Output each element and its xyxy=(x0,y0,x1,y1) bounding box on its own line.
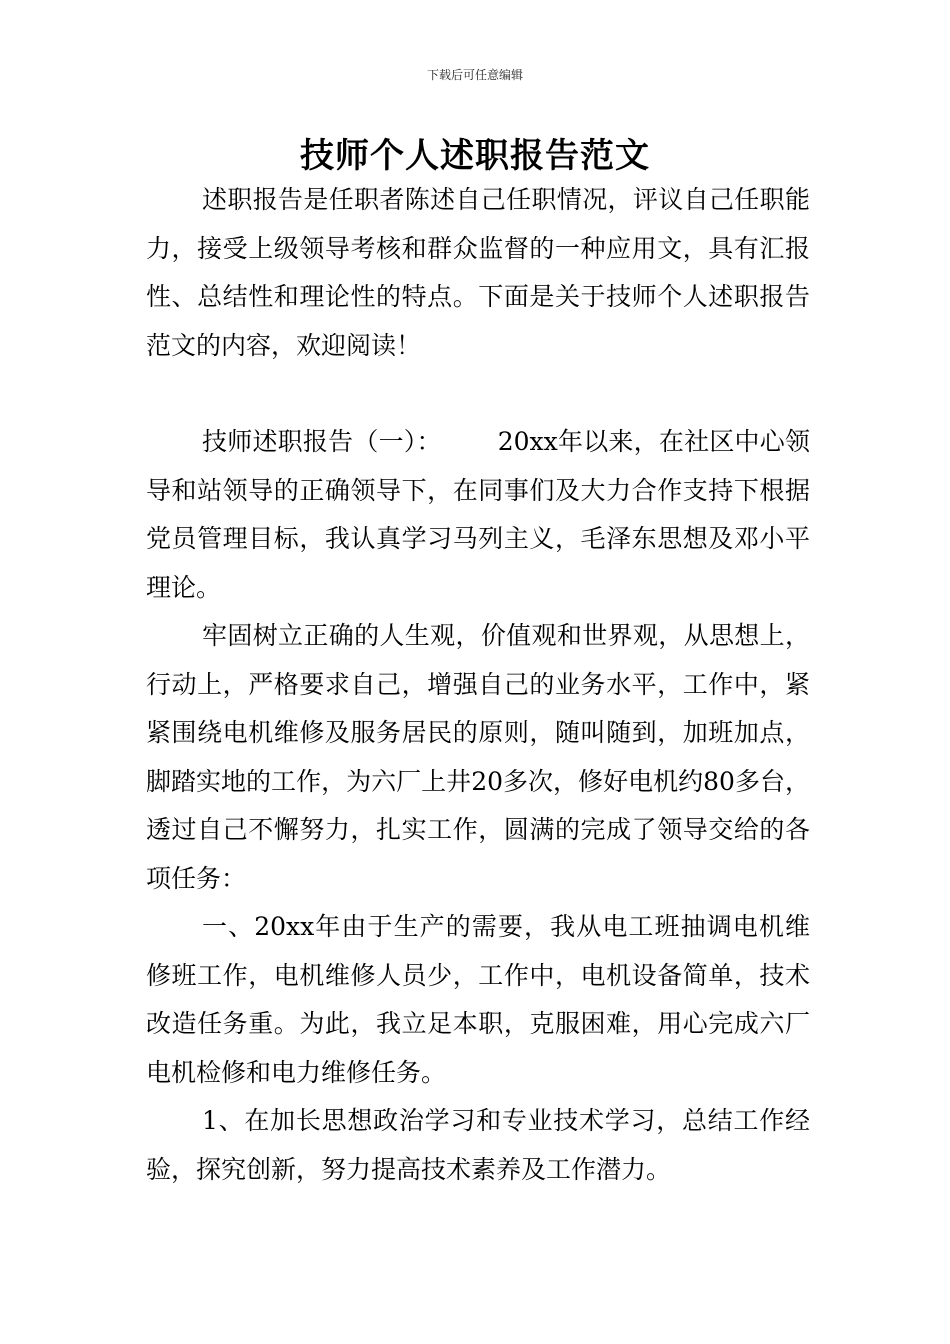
document-title: 技师个人述职报告范文 xyxy=(300,136,650,176)
intro-paragraph: 述职报告是任职者陈述自己任职情况，评议自己任职能力，接受上级领导考核和群众监督的一种应用文，具有汇报性、总结性和理论性的特点。下面是关于技师个人述职报告范文的内容，欢迎阅读！ xyxy=(146,185,810,360)
header-note: 下载后可任意编辑 xyxy=(426,68,523,82)
section1-text: 20xx年以来，在社区中心领导和站领导的正确领导下，在同事们及大力合作支持下根据党员管理目标，我认真学习马列主义，毛泽东思想及邓小平理论。 xyxy=(146,427,810,602)
document-body xyxy=(146,176,810,1194)
section1-label: 技师述职报告（一）： xyxy=(202,427,442,456)
paragraph-spacer xyxy=(146,370,810,418)
section1-paragraph xyxy=(146,418,810,612)
paragraph-2: 牢固树立正确的人生观，价值观和世界观，从思想上，行动上，严格要求自己，增强自己的业务水平，工作中，紧紧围绕电机维修及服务居民的原则，随叫随到，加班加点，脚踏实地的工作，为六厂上井20多次，修好电机约80多台，透过自己不懈努力，扎实工作，圆满的完成了领导交给的各项任务： xyxy=(146,621,810,893)
paragraph-3: 一、20xx年由于生产的需要，我从电工班抽调电机维修班工作，电机维修人员少，工作中，电机设备简单，技术改造任务重。为此，我立足本职，克服困难，用心完成六厂电机检修和电力维修任务。 xyxy=(146,912,810,1087)
paragraph-4: 1、在加长思想政治学习和专业技术学习，总结工作经验，探究创新，努力提高技术素养及工作潜力。 xyxy=(146,1106,810,1184)
